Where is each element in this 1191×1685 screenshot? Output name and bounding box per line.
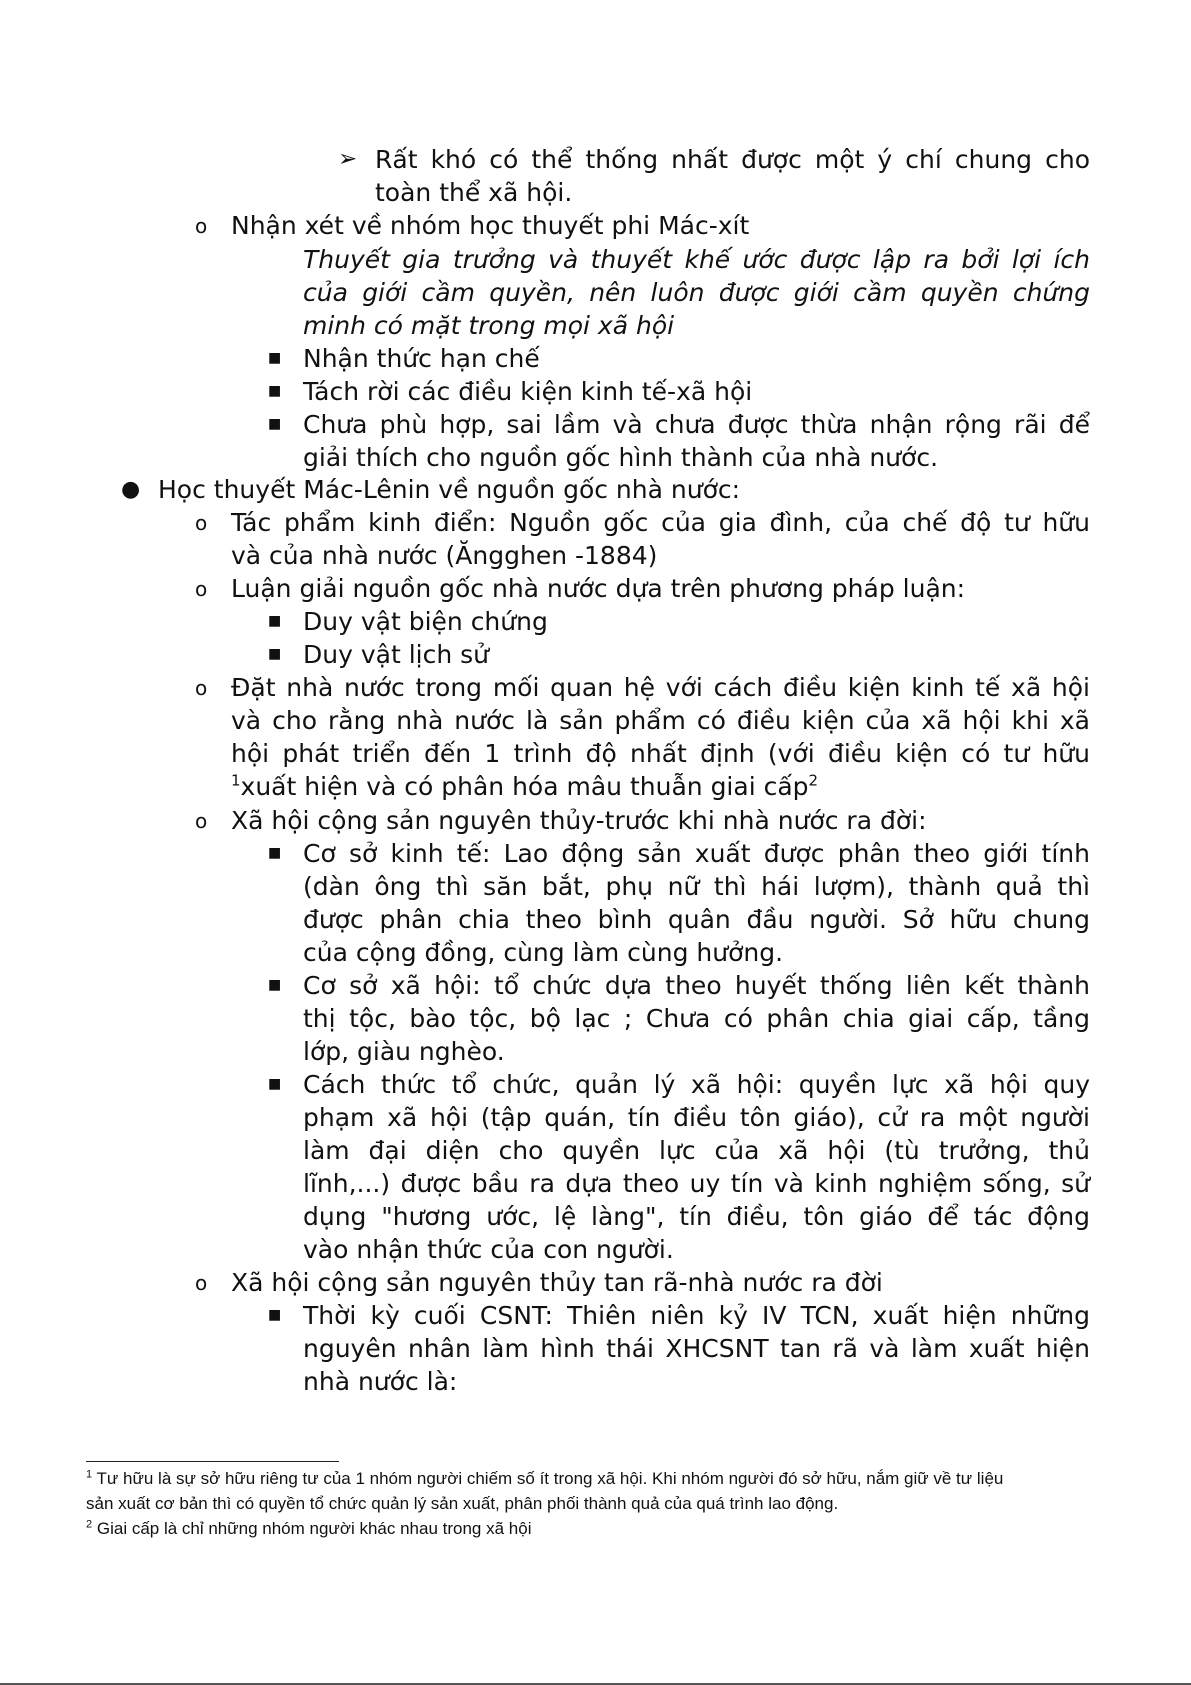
text-line: được phân chia theo bình quân đầu người. Sở hữu chung [303,905,1090,934]
text-line: Chưa phù hợp, sai lầm và chưa được thừa nhận rộng rãi để [303,410,1090,439]
square-bullet-icon: ■ [268,416,282,432]
disc-bullet-icon: ● [121,477,141,502]
footnote-separator [86,1461,339,1462]
text-line: Thời kỳ cuối CSNT: Thiên niên kỷ IV TCN, xuất hiện những [303,1301,1090,1330]
text-line: và cho rằng nhà nước là sản phẩm có điều kiện của xã hội khi xã [231,706,1090,735]
circle-bullet-icon: o [195,1271,208,1295]
text-line: Tác phẩm kinh điển: Nguồn gốc của gia đình, của chế độ tư hữu [231,508,1090,537]
text-line: vào nhận thức của con người. [303,1235,674,1264]
footnote-ref[interactable]: 2 [808,771,819,790]
arrow-bullet-icon: ➢ [338,146,358,172]
text-line: Cách thức tổ chức, quản lý xã hội: quyền lực xã hội quy [303,1070,1090,1099]
text-line: Học thuyết Mác-Lênin về nguồn gốc nhà nước: [158,475,741,504]
circle-bullet-icon: o [195,214,208,238]
text-line: Xã hội cộng sản nguyên thủy-trước khi nhà nước ra đời: [231,806,927,835]
text-line: (dàn ông thì săn bắt, phụ nữ thì hái lượm), thành quả thì [303,872,1090,901]
circle-bullet-icon: o [195,577,208,601]
text-line: Rất khó có thể thống nhất được một ý chí chung cho [375,145,1090,174]
text-line: lĩnh,...) được bầu ra dựa theo uy tín và kinh nghiệm sống, sử [303,1169,1090,1198]
square-bullet-icon: ■ [268,845,282,861]
text-line: hội phát triển đến 1 trình độ nhất định (với điều kiện có tư hữu [231,739,1090,768]
square-bullet-icon: ■ [268,1307,282,1323]
text-line: Luận giải nguồn gốc nhà nước dựa trên phương pháp luận: [231,574,966,603]
text-line: Duy vật lịch sử [303,640,489,669]
text-line: Xã hội cộng sản nguyên thủy tan rã-nhà nước ra đời [231,1268,883,1297]
italic-paragraph-line: của giới cầm quyền, nên luôn được giới cầm quyền chứng [303,278,1090,307]
text-line: Nhận thức hạn chế [303,344,540,373]
text-line: thị tộc, bào tộc, bộ lạc ; Chưa có phân chia giai cấp, tầng [303,1004,1090,1033]
text-line: $^1$xuất hiện và có phân hóa mâu thuẫn giai cấp$^2$ [231,771,819,801]
circle-bullet-icon: o [195,809,208,833]
text-line: và của nhà nước (Ăngghen -1884) [231,541,658,570]
text-line: Cơ sở kinh tế: Lao động sản xuất được phân theo giới tính [303,839,1090,868]
text-line: Duy vật biện chứng [303,607,548,636]
text-line: Nhận xét về nhóm học thuyết phi Mác-xít [231,211,750,240]
text-line: toàn thể xã hội. [375,178,573,207]
text-line: giải thích cho nguồn gốc hình thành của nhà nước. [303,443,939,472]
circle-bullet-icon: o [195,511,208,535]
square-bullet-icon: ■ [268,350,282,366]
text-line: Tách rời các điều kiện kinh tế-xã hội [303,377,753,406]
text-line: Đặt nhà nước trong mối quan hệ với cách điều kiện kinh tế xã hội [231,673,1090,702]
square-bullet-icon: ■ [268,613,282,629]
text-line: lớp, giàu nghèo. [303,1037,505,1066]
text-line: phạm xã hội (tập quán, tín điều tôn giáo), cử ra một người [303,1103,1090,1132]
circle-bullet-icon: o [195,676,208,700]
footnote-1-cont: sản xuất cơ bản thì có quyền tổ chức quản lý sản xuất, phân phối thành quả của quá trình lao động. [86,1494,839,1513]
text-line: Cơ sở xã hội: tổ chức dựa theo huyết thống liên kết thành [303,971,1090,1000]
text-line: dụng "hương ước, lệ làng", tín điều, tôn giáo để tác động [303,1202,1090,1231]
text-line: nguyên nhân làm hình thái XHCSNT tan rã và làm xuất hiện [303,1334,1090,1363]
square-bullet-icon: ■ [268,977,282,993]
italic-paragraph-line: Thuyết gia trưởng và thuyết khế ước được lập ra bởi lợi ích [303,245,1090,274]
square-bullet-icon: ■ [268,646,282,662]
text-line: làm đại diện cho quyền lực của xã hội (tù trưởng, thủ [303,1136,1090,1165]
square-bullet-icon: ■ [268,383,282,399]
italic-paragraph-line: minh có mặt trong mọi xã hội [303,311,675,340]
square-bullet-icon: ■ [268,1076,282,1092]
text-line: của cộng đồng, cùng làm cùng hưởng. [303,938,784,967]
footnote-ref[interactable]: 1 [231,771,241,790]
text-line: nhà nước là: [303,1367,458,1396]
footnote-2: $^2$ Giai cấp là chỉ những nhóm người khác nhau trong xã hội [86,1518,532,1538]
footnote-1: $^1$ Tư hữu là sự sở hữu riêng tư của 1 nhóm người chiếm số ít trong xã hội. Khi nhóm người đó sở hữu, nắm giữ về tư liệu [86,1468,1004,1488]
